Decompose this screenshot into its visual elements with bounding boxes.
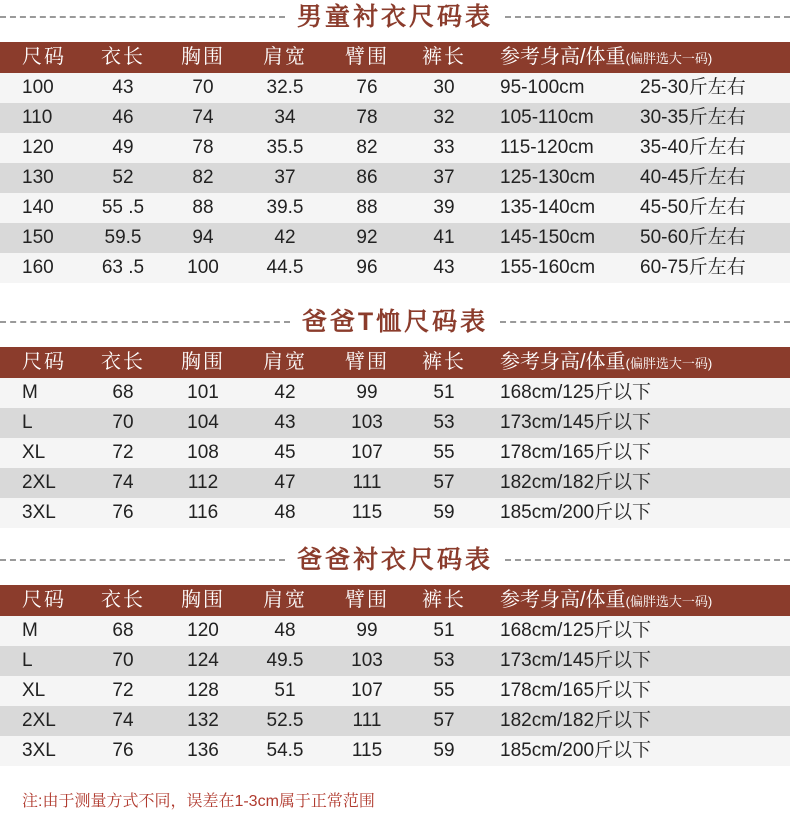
table-title: 爸爸衬衣尺码表 (297, 546, 494, 574)
cell-size: 3XL (22, 740, 56, 761)
cell-shoulder: 54.5 (266, 740, 304, 761)
cell-reference: 168cm/125斤以下 (500, 382, 652, 403)
cell-shoulder: 48 (274, 502, 296, 523)
cell-pants-length: 37 (433, 167, 455, 188)
cell-shoulder: 42 (274, 227, 296, 248)
cell-shoulder: 39.5 (266, 197, 304, 218)
cell-pants-length: 41 (433, 227, 455, 248)
cell-pants-length: 32 (433, 107, 455, 128)
cell-reference: 178cm/165斤以下 (500, 680, 652, 701)
cell-arm: 111 (352, 710, 382, 731)
cell-shoulder: 32.5 (266, 77, 304, 98)
cell-size: 2XL (22, 710, 56, 731)
cell-arm: 96 (356, 257, 378, 278)
cell-reference: 95-100cm (500, 77, 585, 98)
header-shoulder: 肩宽 (263, 589, 307, 611)
cell-reference-weight: 25-30斤左右 (640, 77, 746, 98)
cell-arm: 88 (356, 197, 378, 218)
cell-length: 46 (112, 107, 134, 128)
header-arm: 臂围 (345, 351, 389, 373)
cell-shoulder: 51 (274, 680, 296, 701)
header-reference-note: (偏胖选大一码) (625, 356, 713, 371)
cell-reference: 185cm/200斤以下 (500, 502, 652, 523)
dashed-divider-right (500, 321, 790, 323)
cell-reference-weight: 35-40斤左右 (640, 137, 746, 158)
cell-pants-length: 51 (433, 620, 455, 641)
cell-size: 130 (22, 167, 54, 188)
cell-arm: 76 (356, 77, 378, 98)
cell-shoulder: 47 (274, 472, 296, 493)
cell-size: 150 (22, 227, 54, 248)
header-reference-label: 参考身高/体重 (500, 351, 626, 373)
header-size: 尺码 (22, 351, 66, 373)
header-pants-length: 裤长 (422, 351, 466, 373)
cell-reference: 173cm/145斤以下 (500, 412, 652, 433)
cell-arm: 86 (356, 167, 378, 188)
cell-length: 63 .5 (101, 257, 145, 278)
table-row (0, 163, 790, 193)
cell-pants-length: 57 (433, 710, 455, 731)
cell-pants-length: 55 (433, 680, 455, 701)
header-arm: 臂围 (345, 46, 389, 68)
header-reference (500, 42, 712, 74)
cell-arm: 115 (351, 740, 383, 761)
cell-shoulder: 43 (274, 412, 296, 433)
cell-reference-weight: 40-45斤左右 (640, 167, 746, 188)
cell-length: 70 (112, 650, 134, 671)
cell-shoulder: 44.5 (266, 257, 304, 278)
table-row (0, 73, 790, 103)
cell-reference-weight: 60-75斤左右 (640, 257, 746, 278)
table-title: 男童衬衣尺码表 (297, 3, 494, 31)
cell-pants-length: 33 (433, 137, 455, 158)
table-row (0, 223, 790, 253)
cell-arm: 99 (356, 382, 378, 403)
cell-pants-length: 59 (433, 740, 455, 761)
cell-pants-length: 30 (433, 77, 455, 98)
header-chest: 胸围 (181, 589, 225, 611)
cell-chest: 74 (192, 107, 214, 128)
cell-size: 2XL (22, 472, 56, 493)
cell-reference: 173cm/145斤以下 (500, 650, 652, 671)
cell-chest: 70 (192, 77, 214, 98)
cell-shoulder: 37 (274, 167, 296, 188)
dashed-divider-left (0, 321, 290, 323)
cell-size: L (22, 412, 33, 433)
table-row (0, 498, 790, 528)
cell-chest: 108 (187, 442, 219, 463)
cell-length: 43 (112, 77, 134, 98)
cell-pants-length: 55 (433, 442, 455, 463)
cell-shoulder: 49.5 (266, 650, 304, 671)
header-reference-label: 参考身高/体重 (500, 46, 626, 68)
table-row (0, 706, 790, 736)
cell-length: 70 (112, 412, 134, 433)
cell-reference: 105-110cm (500, 107, 594, 128)
cell-arm: 99 (356, 620, 378, 641)
dashed-divider-left (0, 559, 285, 561)
table-row (0, 736, 790, 766)
cell-pants-length: 43 (433, 257, 455, 278)
cell-chest: 101 (187, 382, 219, 403)
cell-length: 68 (112, 382, 134, 403)
cell-size: 160 (22, 257, 54, 278)
cell-chest: 128 (187, 680, 219, 701)
table-header-row (0, 347, 790, 378)
table-title-bar (0, 307, 790, 337)
header-length: 衣长 (101, 351, 145, 373)
cell-length: 49 (112, 137, 134, 158)
table-row (0, 133, 790, 163)
header-reference (500, 585, 712, 617)
dashed-divider-left (0, 16, 285, 18)
cell-size: 3XL (22, 502, 56, 523)
table-row (0, 646, 790, 676)
cell-arm: 103 (351, 412, 383, 433)
cell-size: 140 (22, 197, 54, 218)
cell-reference: 185cm/200斤以下 (500, 740, 652, 761)
cell-arm: 92 (356, 227, 378, 248)
table-row (0, 253, 790, 283)
dashed-divider-right (505, 16, 790, 18)
header-reference-label: 参考身高/体重 (500, 589, 626, 611)
cell-pants-length: 51 (433, 382, 455, 403)
header-reference (500, 347, 712, 379)
cell-shoulder: 35.5 (266, 137, 304, 158)
table-header-row (0, 42, 790, 73)
cell-size: 110 (22, 107, 53, 128)
cell-size: XL (22, 442, 46, 463)
table-title: 爸爸T恤尺码表 (301, 308, 489, 336)
header-reference-note: (偏胖选大一码) (625, 51, 713, 66)
cell-chest: 100 (187, 257, 219, 278)
cell-reference: 182cm/182斤以下 (500, 472, 652, 493)
cell-reference: 182cm/182斤以下 (500, 710, 652, 731)
cell-arm: 103 (351, 650, 383, 671)
cell-reference: 145-150cm (500, 227, 596, 248)
measurement-note: 注:由于测量方式不同，误差在1-3cm属于正常范围 (22, 793, 375, 810)
table-row (0, 193, 790, 223)
table-body (0, 616, 790, 766)
cell-pants-length: 57 (433, 472, 455, 493)
cell-reference: 115-120cm (500, 137, 594, 158)
cell-length: 72 (112, 442, 134, 463)
cell-shoulder: 48 (274, 620, 296, 641)
cell-length: 76 (112, 740, 134, 761)
cell-reference-weight: 30-35斤左右 (640, 107, 746, 128)
cell-reference: 155-160cm (500, 257, 596, 278)
cell-pants-length: 53 (433, 412, 455, 433)
cell-length: 72 (112, 680, 134, 701)
cell-arm: 82 (356, 137, 378, 158)
table-row (0, 378, 790, 408)
table-body (0, 73, 790, 283)
cell-chest: 116 (187, 502, 219, 523)
header-reference-note: (偏胖选大一码) (625, 594, 713, 609)
size-table-dad-tshirt (0, 307, 790, 528)
cell-arm: 107 (351, 442, 383, 463)
cell-shoulder: 52.5 (266, 710, 304, 731)
cell-length: 74 (112, 472, 134, 493)
cell-pants-length: 53 (433, 650, 455, 671)
cell-size: M (22, 620, 38, 641)
header-pants-length: 裤长 (422, 589, 466, 611)
table-title-bar (0, 545, 790, 575)
cell-chest: 112 (187, 472, 219, 493)
cell-arm: 78 (356, 107, 378, 128)
table-row (0, 408, 790, 438)
cell-chest: 94 (192, 227, 214, 248)
table-row (0, 676, 790, 706)
cell-chest: 136 (187, 740, 219, 761)
cell-size: 120 (22, 137, 54, 158)
header-pants-length: 裤长 (422, 46, 466, 68)
cell-length: 55 .5 (101, 197, 145, 218)
size-table-boys-shirt (0, 2, 790, 283)
header-length: 衣长 (101, 589, 145, 611)
cell-size: L (22, 650, 33, 671)
cell-reference: 125-130cm (500, 167, 596, 188)
cell-chest: 82 (192, 167, 214, 188)
header-size: 尺码 (22, 589, 66, 611)
cell-chest: 104 (187, 412, 219, 433)
table-body (0, 378, 790, 528)
header-length: 衣长 (101, 46, 145, 68)
cell-shoulder: 34 (274, 107, 296, 128)
header-chest: 胸围 (181, 46, 225, 68)
cell-chest: 88 (192, 197, 214, 218)
cell-length: 74 (112, 710, 134, 731)
cell-arm: 107 (351, 680, 383, 701)
header-arm: 臂围 (345, 589, 389, 611)
table-row (0, 103, 790, 133)
header-size: 尺码 (22, 46, 66, 68)
cell-shoulder: 45 (274, 442, 296, 463)
table-header-row (0, 585, 790, 616)
table-row (0, 438, 790, 468)
cell-pants-length: 39 (433, 197, 455, 218)
cell-chest: 124 (187, 650, 219, 671)
table-row (0, 616, 790, 646)
header-chest: 胸围 (181, 351, 225, 373)
cell-arm: 115 (351, 502, 383, 523)
cell-arm: 111 (352, 472, 382, 493)
cell-size: 100 (22, 77, 54, 98)
cell-chest: 120 (187, 620, 219, 641)
cell-reference: 168cm/125斤以下 (500, 620, 652, 641)
cell-size: XL (22, 680, 46, 701)
cell-length: 68 (112, 620, 134, 641)
cell-length: 52 (112, 167, 134, 188)
cell-reference: 135-140cm (500, 197, 596, 218)
header-shoulder: 肩宽 (263, 351, 307, 373)
cell-length: 76 (112, 502, 134, 523)
size-table-dad-shirt (0, 545, 790, 766)
cell-chest: 132 (187, 710, 219, 731)
cell-size: M (22, 382, 38, 403)
cell-reference: 178cm/165斤以下 (500, 442, 652, 463)
table-title-bar (0, 2, 790, 32)
dashed-divider-right (505, 559, 790, 561)
cell-reference-weight: 45-50斤左右 (640, 197, 746, 218)
table-row (0, 468, 790, 498)
cell-reference-weight: 50-60斤左右 (640, 227, 746, 248)
header-shoulder: 肩宽 (263, 46, 307, 68)
cell-length: 59.5 (104, 227, 142, 248)
cell-pants-length: 59 (433, 502, 455, 523)
cell-chest: 78 (192, 137, 214, 158)
cell-shoulder: 42 (274, 382, 296, 403)
